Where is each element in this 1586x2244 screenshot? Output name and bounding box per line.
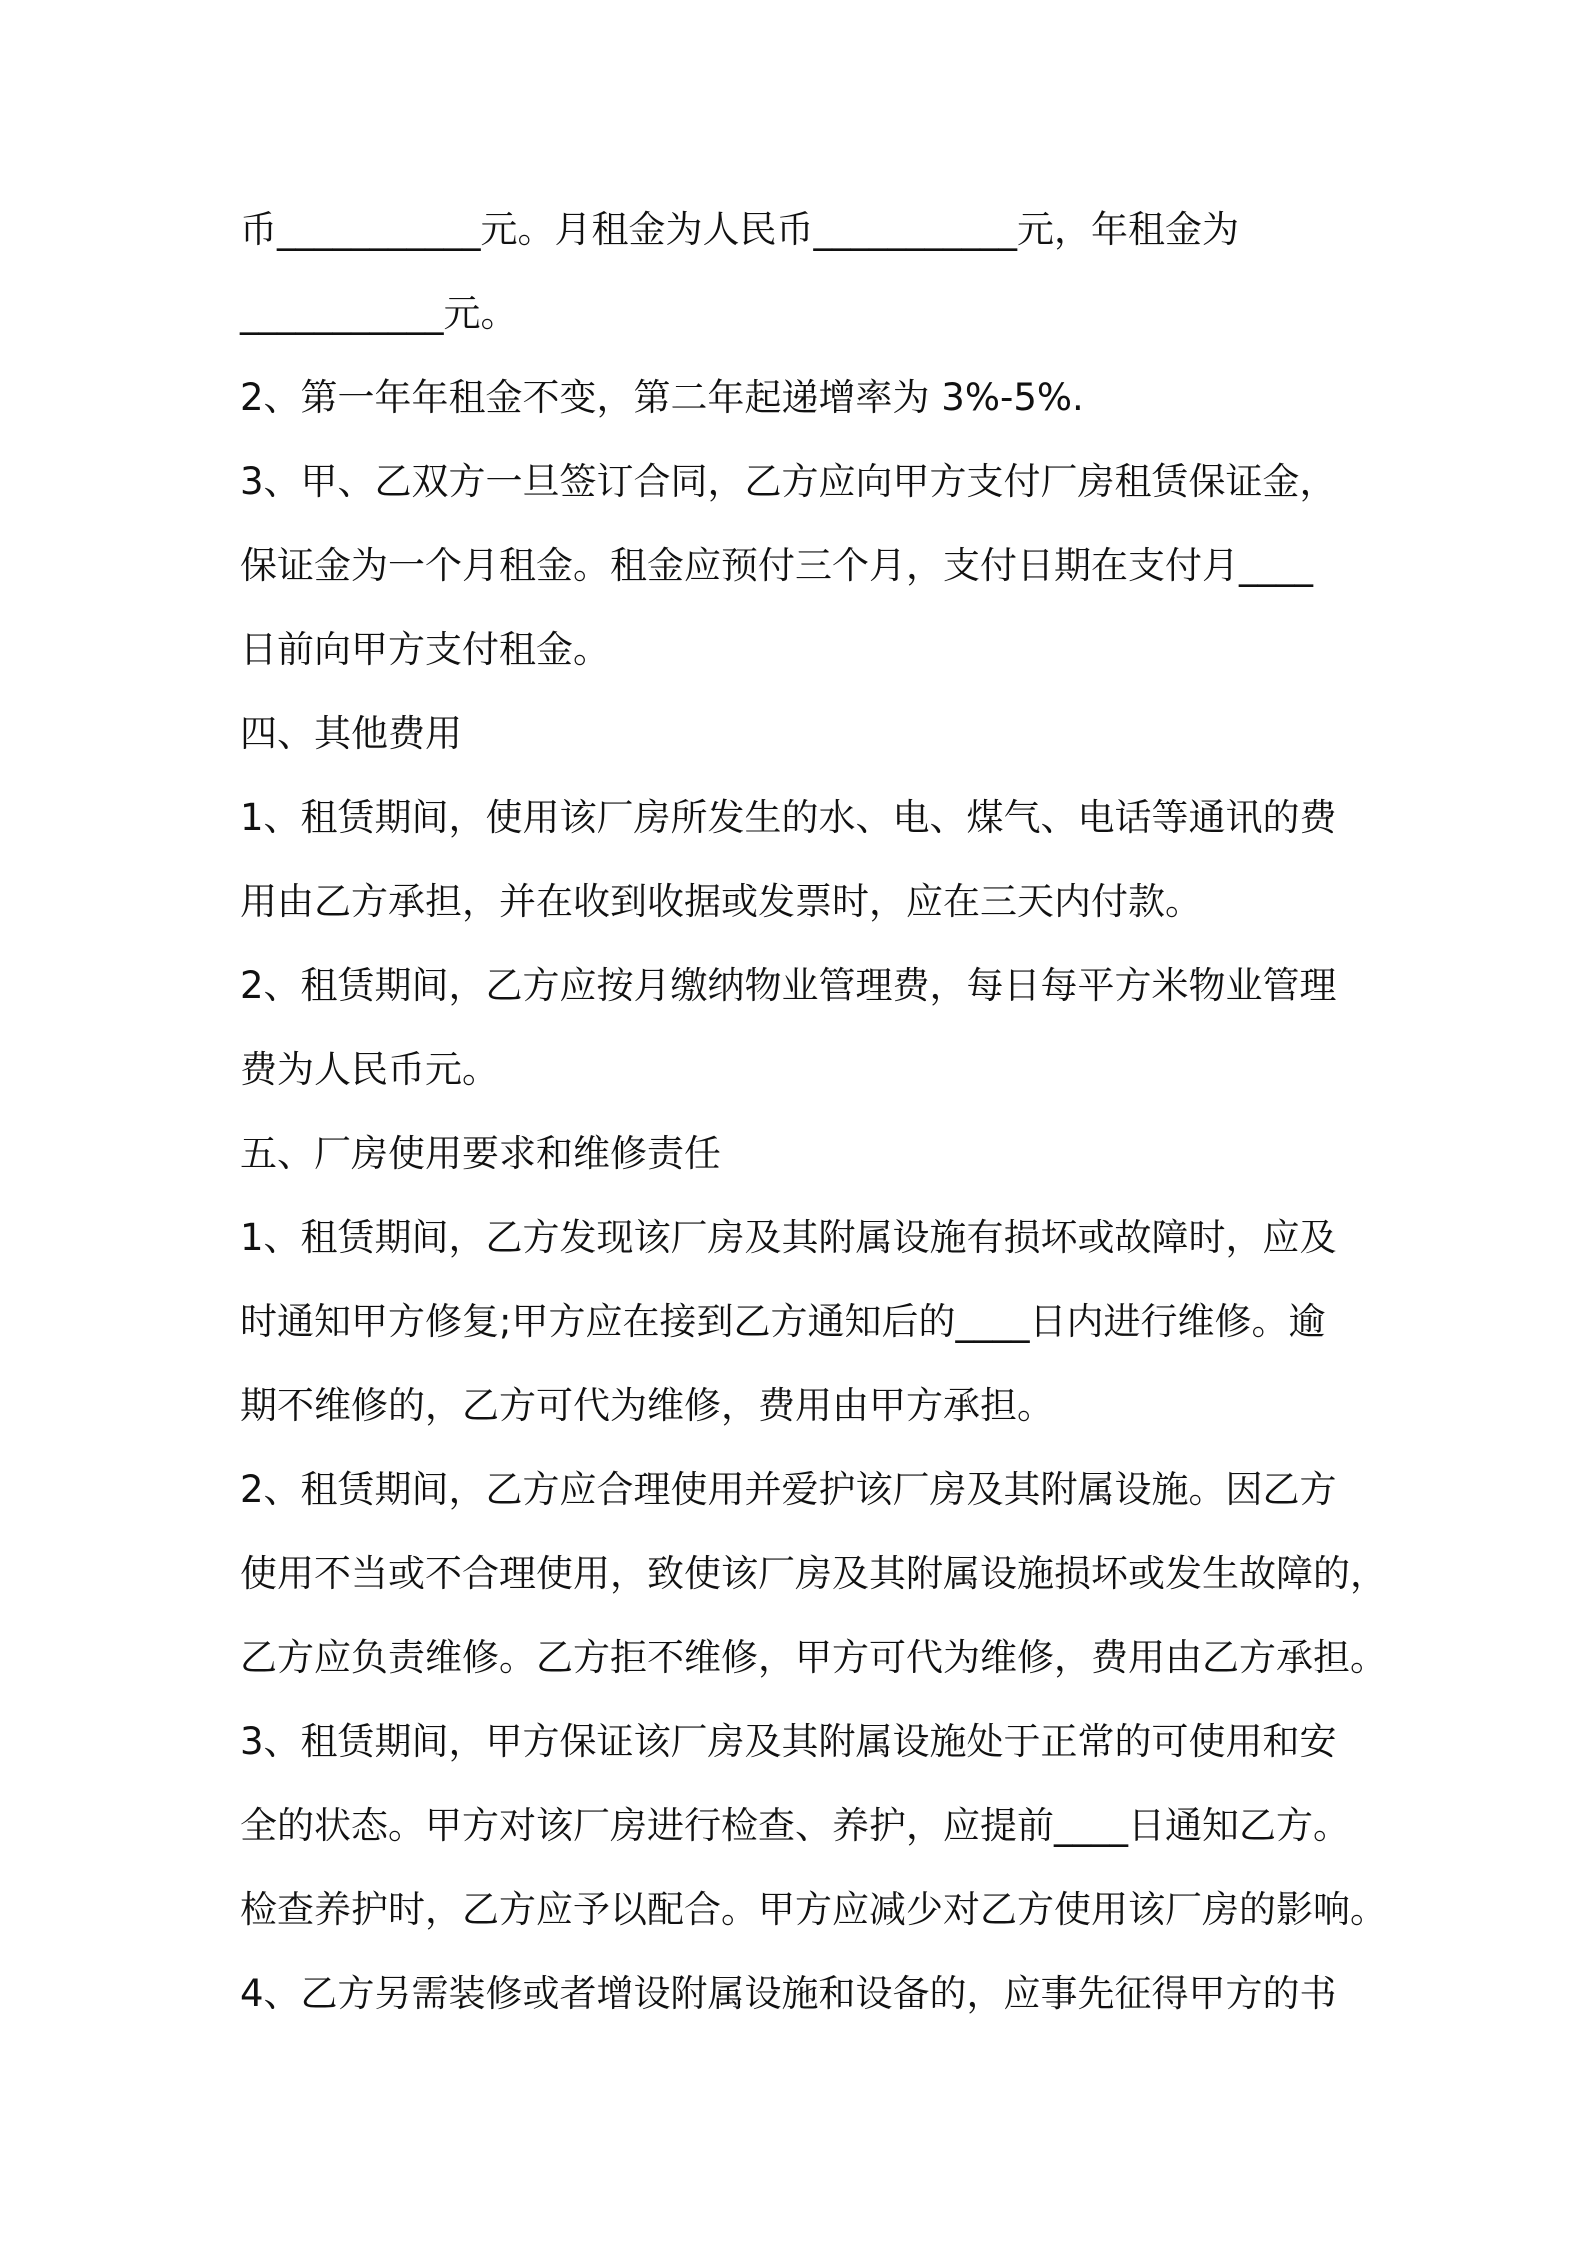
text-line: 期不维修的，乙方可代为维修，费用由甲方承担。 (240, 1384, 1054, 1427)
text-line: 乙方应负责维修。乙方拒不维修，甲方可代为维修，费用由乙方承担。 (240, 1636, 1387, 1679)
section-heading: 四、其他费用 (240, 712, 462, 755)
text-line: 1、租赁期间，乙方发现该厂房及其附属设施有损坏或故障时，应及 (240, 1216, 1337, 1259)
text-line: 2、租赁期间，乙方应合理使用并爱护该厂房及其附属设施。因乙方 (240, 1468, 1337, 1511)
text-line: 3、甲、乙双方一旦签订合同，乙方应向甲方支付厂房租赁保证金， (240, 460, 1337, 503)
text-line: 使用不当或不合理使用，致使该厂房及其附属设施损坏或发生故障的， (240, 1552, 1387, 1595)
text-line: 费为人民币元。 (240, 1048, 499, 1091)
text-line: 时通知甲方修复;甲方应在接到乙方通知后的____日内进行维修。逾 (240, 1300, 1326, 1343)
text-line: 3、租赁期间，甲方保证该厂房及其附属设施处于正常的可使用和安 (240, 1720, 1337, 1763)
text-line: 2、第一年年租金不变，第二年起递增率为 3%-5%. (240, 376, 1084, 419)
document-page (240, 198, 1387, 2046)
text-line: ___________元。 (240, 292, 518, 335)
text-line: 全的状态。甲方对该厂房进行检查、养护，应提前____日通知乙方。 (240, 1804, 1350, 1847)
text-line: 检查养护时，乙方应予以配合。甲方应减少对乙方使用该厂房的影响。 (240, 1888, 1387, 1931)
text-line: 日前向甲方支付租金。 (240, 628, 610, 671)
text-line: 2、租赁期间，乙方应按月缴纳物业管理费，每日每平方米物业管理 (240, 964, 1337, 1007)
text-line: 1、租赁期间，使用该厂房所发生的水、电、煤气、电话等通讯的费 (240, 796, 1337, 839)
text-line: 用由乙方承担，并在收到收据或发票时，应在三天内付款。 (240, 880, 1202, 923)
text-line: 保证金为一个月租金。租金应预付三个月，支付日期在支付月____ (240, 544, 1313, 587)
text-line: 币___________元。月租金为人民币___________元，年租金为 (240, 208, 1239, 251)
section-heading: 五、厂房使用要求和维修责任 (240, 1132, 721, 1175)
text-line: 4、乙方另需装修或者增设附属设施和设备的，应事先征得甲方的书 (240, 1972, 1337, 2015)
